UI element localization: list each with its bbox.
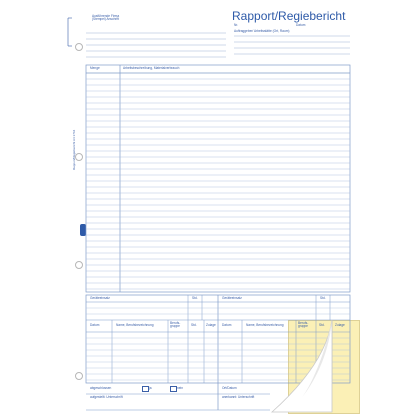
nr-label: Nr.	[234, 23, 239, 27]
zulage-left-header: Zulage	[206, 323, 216, 327]
zulage-right-header: Zulage	[335, 323, 345, 327]
page-curl	[270, 318, 350, 414]
aufgestellt-label: aufgestellt: Unterschrift	[90, 395, 123, 399]
datum-right-header: Datum	[222, 323, 232, 327]
berufsgruppe-right-header: Berufs-gruppe	[298, 321, 309, 329]
ort-datum-label: Ort/Datum	[222, 386, 237, 390]
datum-left-header: Datum	[90, 323, 100, 327]
firma-label: Ausführende Firma (Stempel) Anschrift	[92, 14, 120, 22]
nein-checkbox[interactable]	[170, 386, 177, 392]
menge-header: Menge	[90, 66, 100, 70]
geraeteeinsatz-left-label: Geräteeinsatz	[90, 296, 110, 300]
form-title: Rapport/Regiebericht	[232, 9, 346, 23]
std-right-label: Std.	[320, 296, 326, 300]
ja-label: ja	[149, 386, 152, 390]
datum-label: Datum	[296, 23, 306, 27]
form-number-note: Rapport/Regiebericht A4 1744	[72, 129, 76, 170]
std-left-label: Std.	[192, 296, 198, 300]
abgeschlossen-label: abgeschlossen	[90, 386, 112, 390]
name-right-header: Name, Berufsbezeichnung	[246, 323, 284, 327]
nein-label: nein	[177, 386, 184, 390]
ja-checkbox[interactable]	[142, 386, 152, 392]
anerkannt-label: anerkannt: Unterschrift	[222, 395, 255, 399]
name-left-header: Name, Berufsbezeichnung	[116, 323, 154, 327]
geraeteeinsatz-right-label: Geräteeinsatz	[222, 296, 242, 300]
auftrag-label: Auftraggeber/ Arbeitsstätte (Ort, Raum)	[234, 29, 290, 33]
berufsgruppe-left-header: Berufs-gruppe	[170, 321, 181, 329]
beschreibung-header: Arbeitsbeschreibung, Materialverbrauch	[123, 66, 180, 70]
std2-left-header: Std.	[191, 323, 197, 327]
std2-right-header: Std.	[319, 323, 325, 327]
